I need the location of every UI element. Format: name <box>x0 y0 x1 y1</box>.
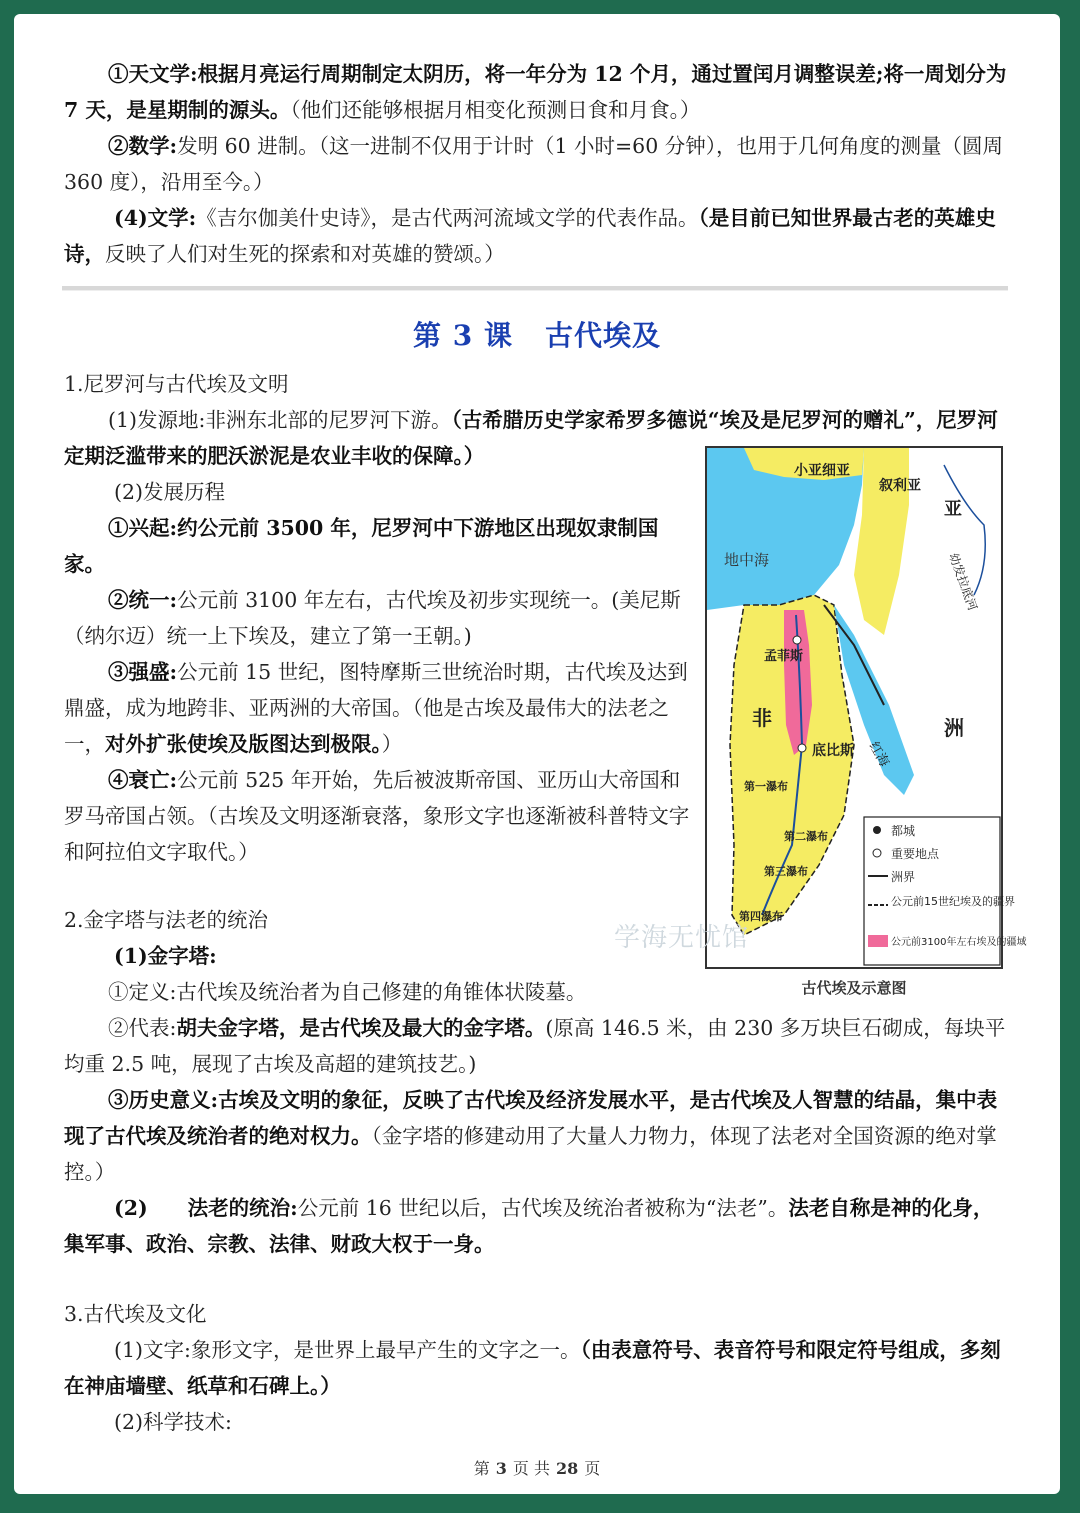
memphis-marker <box>793 636 801 644</box>
section-divider <box>62 286 1008 291</box>
thebes-marker <box>798 744 806 752</box>
label-africa: 非 <box>752 706 772 730</box>
astronomy-note: （他们还能够根据月相变化预测日食和月食。） <box>290 98 701 122</box>
example-paragraph <box>64 1010 1008 1082</box>
unify-paragraph <box>64 582 694 654</box>
legend-15th: 公元前15世纪埃及的疆界 <box>891 895 1015 908</box>
significance-paragraph <box>64 1082 1008 1190</box>
example-text: (原高 146.5 米，由 230 多万块巨石砌成，每块平均重 2.5 吨，展现了古埃及高超的建筑技艺。) <box>64 1016 1006 1076</box>
footer-total-pages: 28 <box>555 1459 579 1478</box>
writing-text: 象形文字，是世界上最早产生的文字之一。 <box>190 1338 581 1362</box>
origin-text: 非洲东北部的尼罗河下游。 <box>205 408 452 432</box>
label-continent: 洲 <box>944 716 964 740</box>
unify-label: ②统一: <box>108 588 178 612</box>
label-red-sea: 红海 <box>865 739 892 770</box>
egypt-map <box>704 445 1027 970</box>
literature-paragraph <box>64 200 1008 272</box>
label-asia-minor: 小亚细亚 <box>794 463 850 479</box>
unify-text: 公元前 3100 年左右，古代埃及初步实现统一。(美尼斯（纳尔迈）统一上下埃及，建立了第一王朝。) <box>64 588 681 648</box>
pharaoh-num: (2) <box>114 1196 148 1220</box>
label-cataract-4: 第四瀑布 <box>739 910 783 923</box>
watermark: 学海无忧馆 <box>614 923 750 953</box>
pharaoh-paragraph <box>64 1190 1008 1262</box>
footer-page-number: 3 <box>495 1459 507 1478</box>
astronomy-paragraph <box>64 56 1008 128</box>
label-cataract-3: 第三瀑布 <box>764 865 808 878</box>
footer-pre: 第 <box>473 1459 490 1478</box>
footer-mid: 页 共 <box>512 1459 550 1478</box>
development-heading: (2)发展历程 <box>114 480 226 504</box>
writing-paragraph <box>64 1332 1008 1404</box>
decline-text: 公元前 525 年开始，先后被波斯帝国、亚历山大帝国和罗马帝国占领。（古埃及文明逐渐衰落，象形文字也逐渐被科普特文字和阿拉伯文字取代。） <box>64 768 690 864</box>
math-bold: ②数学: <box>108 134 178 158</box>
significance-text: （金字塔的修建动用了大量人力物力，体现了法老对全国资源的绝对掌控。） <box>64 1124 997 1184</box>
definition-text: 古代埃及统治者为自己修建的角锥体状陵墓。 <box>176 980 587 1004</box>
literature-bold: （是目前已知世界最古老的英雄史诗， <box>64 206 996 266</box>
math-paragraph <box>64 128 1008 200</box>
writing-label: (1)文字: <box>114 1338 191 1362</box>
page-footer <box>14 1456 1060 1479</box>
lesson-name: 古代埃及 <box>544 319 661 352</box>
label-mediterranean: 地中海 <box>724 551 770 569</box>
legend-border: 洲界 <box>891 870 916 884</box>
label-syria: 叙利亚 <box>879 478 921 494</box>
footer-post: 页 <box>584 1459 601 1478</box>
peak-paragraph <box>64 654 694 762</box>
rise-bold: ①兴起:约公元前 3500 年，尼罗河中下游地区出现奴隶制国家。 <box>64 516 659 576</box>
definition-label: ①定义: <box>108 980 177 1004</box>
literature-end: 反映了人们对生死的探索和对英雄的赞颂。） <box>105 242 505 266</box>
literature-text: 《吉尔伽美什史诗》，是古代两河流域文学的代表作品。 <box>196 206 699 230</box>
example-bold: 胡夫金字塔，是古代埃及最大的金字塔。 <box>176 1016 546 1040</box>
label-asia: 亚 <box>944 499 962 520</box>
label-thebes: 底比斯 <box>812 743 854 759</box>
decline-paragraph <box>64 762 694 870</box>
origin-label: (1)发源地: <box>108 408 206 432</box>
pyramid-heading <box>64 938 1058 974</box>
capital-legend-icon <box>873 826 881 834</box>
label-cataract-2: 第二瀑布 <box>784 830 828 843</box>
place-legend-icon <box>873 849 881 857</box>
lesson-number: 第 3 课 <box>413 319 513 352</box>
legend-capital: 都城 <box>891 824 916 838</box>
peak-bold: 对外扩张使埃及版图达到极限。 <box>105 732 382 756</box>
origin-bold: （古希腊历史学家希罗多德说“埃及是尼罗河的赠礼”，尼罗河定期泛滥带来的肥沃淤泥是农业丰收的保障。） <box>64 408 998 468</box>
label-memphis: 孟菲斯 <box>764 649 804 664</box>
section-2-heading: 2.金字塔与法老的统治 <box>64 908 269 932</box>
peak-label: ③强盛: <box>108 660 178 684</box>
definition-paragraph <box>64 974 1052 1010</box>
section-1-heading: 1.尼罗河与古代埃及文明 <box>64 372 289 396</box>
section-3-heading: 3.古代埃及文化 <box>64 1302 207 1326</box>
pharaoh-text: 公元前 16 世纪以后，古代埃及统治者被称为“法老”。 <box>297 1196 789 1220</box>
literature-label: (4)文学: <box>114 206 197 230</box>
lesson-title <box>14 314 1060 354</box>
writing-bold: （由表意符号、表音符号和限定符号组成，多刻在神庙墙壁、纸草和石碑上。） <box>64 1338 1001 1398</box>
pyramid-label: (1)金字塔: <box>114 944 217 968</box>
peak-end: ） <box>381 732 403 756</box>
significance-bold: ③历史意义:古埃及文明的象征，反映了古代埃及经济发展水平，是古代埃及人智慧的结晶，集中表现了古代埃及统治者的绝对权力。 <box>64 1088 998 1148</box>
legend-place: 重要地点 <box>891 847 940 861</box>
document-page <box>14 14 1060 1494</box>
label-euphrates: 幼发拉底河 <box>946 551 980 613</box>
rise-paragraph <box>64 510 694 582</box>
decline-label: ④衰亡: <box>108 768 178 792</box>
math-text: 发明 60 进制。（这一进制不仅用于计时（1 小时=60 分钟），也用于几何角度的测量（圆周 360 度），沿用至今。） <box>64 134 1004 194</box>
pharaoh-bold: 法老自称是神的化身，集军事、政治、宗教、法律、财政大权于一身。 <box>64 1196 994 1256</box>
legend-3100: 公元前3100年左右埃及的疆域 <box>891 937 1027 948</box>
example-label: ②代表: <box>108 1016 177 1040</box>
label-cataract-1: 第一瀑布 <box>744 780 788 793</box>
map-caption: 古代埃及示意图 <box>801 979 907 997</box>
science-heading: (2)科学技术: <box>114 1410 232 1434</box>
astronomy-bold: ①天文学:根据月亮运行周期制定太阴历，将一年分为 12 个月，通过置闰月调整误差;将一周划分为 7 天，是星期制的源头。 <box>64 62 1007 122</box>
peak-text: 公元前 15 世纪，图特摩斯三世统治时期，古代埃及达到鼎盛，成为地跨非、亚两洲的大帝国。（他是古埃及最伟大的法老之一， <box>64 660 688 756</box>
pharaoh-label: 法老的统治: <box>187 1196 298 1220</box>
